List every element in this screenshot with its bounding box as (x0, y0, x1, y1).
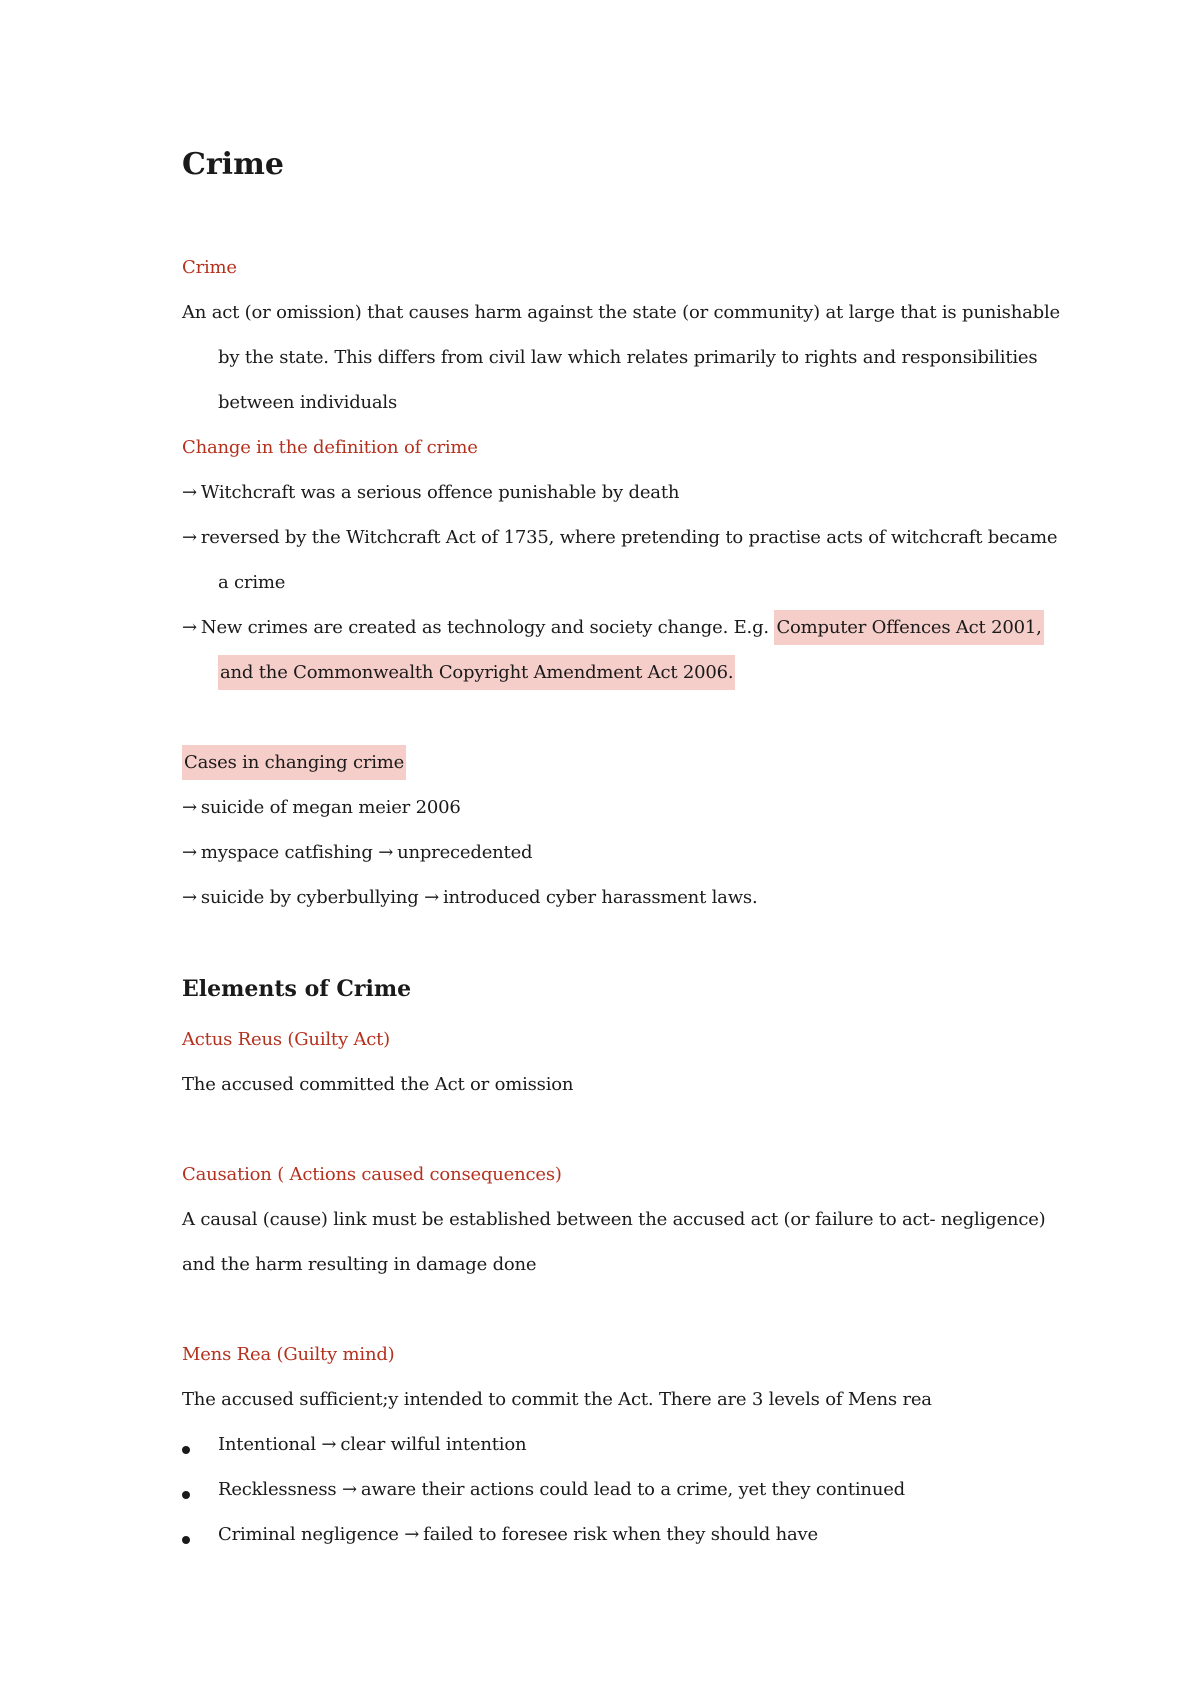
causation-text-line-2: and the harm resulting in damage done (182, 1254, 537, 1275)
mens-rea-level-3 (218, 1522, 818, 1548)
change-item-2 (182, 525, 1057, 551)
mens-rea-text: The accused sufficient;y intended to commit the Act. There are 3 levels of Mens rea (182, 1389, 932, 1410)
mens-rea-subheading: Mens Rea (Guilty mind) (182, 1344, 395, 1365)
change-item-2-continued: a crime (218, 572, 286, 593)
arrow-icon: → (182, 482, 197, 503)
case-item-1-text: suicide of megan meier 2006 (200, 797, 461, 818)
crime-definition-line-3: between individuals (218, 392, 398, 413)
page-title: Crime (182, 147, 284, 182)
change-item-1-text: Witchcraft was a serious offence punishable by death (200, 482, 680, 503)
arrow-icon: → (404, 1524, 420, 1545)
level-name: Recklessness (218, 1479, 337, 1500)
case-item-1 (182, 795, 461, 821)
change-item-2-text: reversed by the Witchcraft Act of 1735, where pretending to practise acts of witchcraft became (200, 527, 1058, 548)
level-description: aware their actions could lead to a crime, yet they continued (360, 1479, 905, 1500)
mens-rea-level-2 (218, 1477, 905, 1503)
case-item-2 (182, 840, 532, 866)
highlighted-act-reference: Computer Offences Act 2001, (774, 610, 1043, 645)
arrow-icon: → (424, 887, 439, 908)
crime-subheading: Crime (182, 257, 237, 278)
arrow-icon: → (182, 797, 197, 818)
cases-subheading (182, 750, 406, 776)
change-item-3-continued (218, 660, 735, 686)
actus-reus-subheading: Actus Reus (Guilty Act) (182, 1029, 390, 1050)
cases-subheading-text: Cases in changing crime (182, 745, 406, 780)
causation-subheading: Causation ( Actions caused consequences) (182, 1164, 562, 1185)
arrow-icon: → (182, 842, 197, 863)
change-item-1 (182, 480, 679, 506)
actus-reus-text: The accused committed the Act or omission (182, 1074, 574, 1095)
crime-definition-line-2: by the state. This differs from civil law which relates primarily to rights and responsibilities (218, 347, 1038, 368)
arrow-icon: → (378, 842, 394, 863)
arrow-icon: → (182, 527, 197, 548)
case-item-2-text-b: unprecedented (397, 842, 533, 863)
arrow-icon: → (182, 617, 197, 638)
level-description: failed to foresee risk when they should have (423, 1524, 818, 1545)
case-item-2-text-a: myspace catfishing (200, 842, 373, 863)
highlighted-act-reference-2: and the Commonwealth Copyright Amendment Act 2006. (218, 655, 735, 690)
elements-heading: Elements of Crime (182, 976, 412, 1002)
case-item-3-text-b: introduced cyber harassment laws. (442, 887, 758, 908)
level-name: Criminal negligence (218, 1524, 399, 1545)
level-name: Intentional (218, 1434, 316, 1455)
crime-definition-line-1: An act (or omission) that causes harm against the state (or community) at large that is punishable (182, 302, 1060, 323)
case-item-3 (182, 885, 757, 911)
change-definition-subheading: Change in the definition of crime (182, 437, 478, 458)
causation-text-line-1: A causal (cause) link must be established between the accused act (or failure to act- negligence) (182, 1209, 1046, 1230)
arrow-icon: → (341, 1479, 357, 1500)
bullet-icon (182, 1536, 190, 1544)
change-item-3 (182, 615, 1044, 641)
bullet-icon (182, 1446, 190, 1454)
bullet-icon (182, 1491, 190, 1499)
mens-rea-level-1 (218, 1432, 526, 1458)
arrow-icon: → (182, 887, 197, 908)
case-item-3-text-a: suicide by cyberbullying (200, 887, 419, 908)
arrow-icon: → (321, 1434, 337, 1455)
change-item-3-text: New crimes are created as technology and society change. E.g. (200, 617, 769, 638)
level-description: clear wilful intention (340, 1434, 527, 1455)
